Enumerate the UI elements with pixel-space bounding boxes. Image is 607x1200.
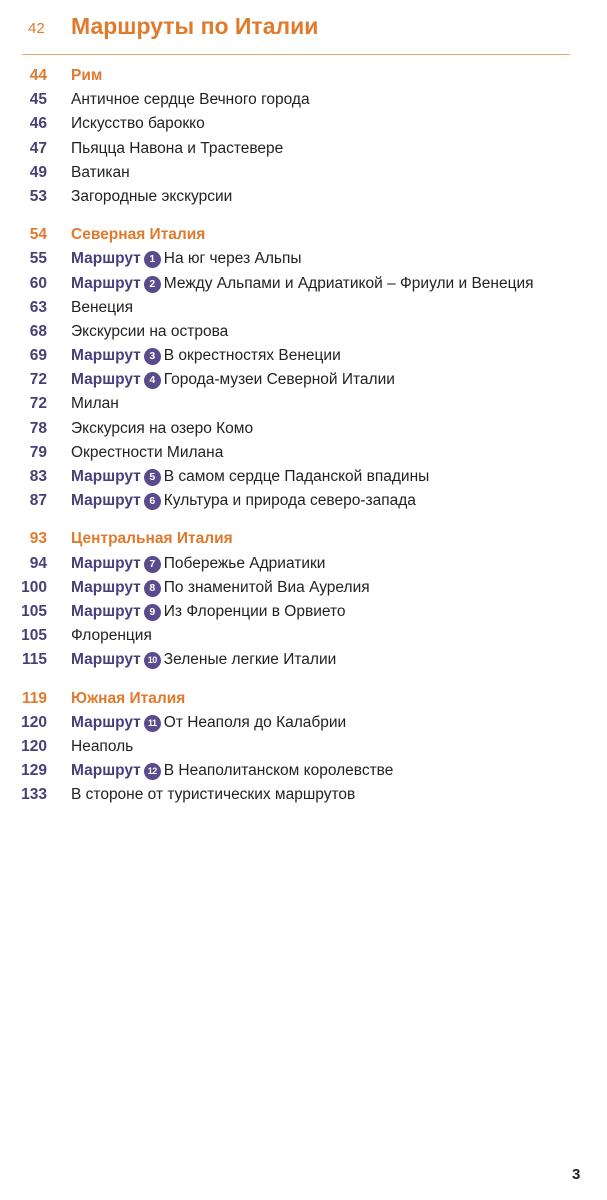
page-number: 3: [572, 1166, 581, 1183]
entry-text: [71, 417, 253, 441]
entry-text: [71, 88, 310, 112]
toc-section: [0, 687, 607, 808]
header-title: Маршруты по Италии: [71, 13, 319, 39]
entry-text: [71, 296, 133, 320]
route-label: Маршрут: [71, 713, 141, 731]
entry-title: В Неаполитанском королевстве: [163, 762, 394, 780]
entry-page-number: 72: [29, 395, 47, 413]
section-page-number: 54: [29, 226, 47, 244]
section-page-number: 93: [29, 530, 47, 548]
toc-entry: [0, 392, 607, 416]
entry-page-number: 87: [29, 492, 47, 510]
entry-title: Неаполь: [71, 737, 134, 755]
section-title: Центральная Италия: [71, 530, 233, 548]
entry-text: [71, 465, 429, 489]
entry-text: [71, 711, 346, 735]
entry-text: [71, 368, 395, 392]
entry-text: [71, 247, 302, 271]
entry-page-number: 68: [29, 322, 47, 340]
entry-text: [71, 489, 416, 513]
toc-entry: [0, 648, 607, 672]
entry-text: [71, 441, 223, 465]
toc-entry: [0, 783, 607, 807]
entry-page-number: 120: [21, 713, 47, 731]
route-number-badge: 1: [144, 251, 161, 268]
toc-entry: [0, 417, 607, 441]
entry-title: Пьяцца Навона и Трастевере: [71, 139, 284, 157]
section-title: Южная Италия: [71, 689, 186, 707]
section-heading: [0, 527, 607, 551]
entry-title: Венеция: [71, 298, 134, 316]
section-heading: [0, 223, 607, 247]
header-page-number: 42: [28, 20, 45, 37]
section-title: Рим: [71, 67, 103, 84]
entry-title: В стороне от туристических маршрутов: [71, 786, 356, 804]
entry-page-number: 105: [21, 602, 47, 620]
entry-text: [71, 320, 228, 344]
route-number-badge: 7: [144, 556, 161, 573]
entry-text: [71, 344, 341, 368]
route-label: Маршрут: [71, 651, 141, 669]
route-label: Маршрут: [71, 468, 141, 485]
entry-title: Между Альпами и Адриатикой – Фриули и Венеция: [163, 274, 534, 292]
entry-text: [71, 552, 325, 576]
entry-text: [71, 600, 346, 624]
route-number-badge: 6: [144, 493, 161, 510]
entry-title: По знаменитой Виа Аурелия: [163, 578, 370, 596]
toc-entry: [0, 161, 607, 185]
entry-title: Из Флоренции в Орвието: [163, 602, 346, 620]
route-label: Маршрут: [71, 762, 141, 780]
entry-page-number: 133: [21, 786, 47, 804]
toc-entry: [0, 576, 607, 600]
entry-page-number: 79: [29, 443, 47, 461]
entry-title: От Неаполя до Калабрии: [163, 713, 347, 731]
entry-text: [71, 759, 393, 783]
entry-page-number: 100: [21, 578, 47, 596]
route-label: Маршрут: [71, 602, 141, 620]
toc-section: [0, 223, 607, 513]
entry-title: Искусство барокко: [71, 115, 205, 133]
entry-title: Флоренция: [71, 627, 152, 645]
toc-entry: [0, 441, 607, 465]
entry-title: Города-музеи Северной Италии: [163, 371, 395, 389]
entry-text: [71, 648, 336, 672]
entry-page-number: 49: [29, 163, 47, 181]
route-label: Маршрут: [71, 371, 141, 389]
entry-title: На юг через Альпы: [163, 250, 302, 268]
route-number-badge: 10: [144, 652, 161, 669]
entry-page-number: 72: [29, 371, 47, 389]
route-label: Маршрут: [71, 347, 141, 365]
entry-title: Античное сердце Вечного города: [71, 91, 310, 109]
entry-page-number: 120: [21, 737, 47, 755]
entry-text: [71, 576, 370, 600]
section-page-number: 44: [29, 67, 47, 84]
toc-section: [0, 64, 607, 209]
entry-text: [71, 783, 355, 807]
toc-header: [0, 10, 607, 46]
entry-page-number: 105: [21, 627, 47, 645]
entry-text: [71, 735, 133, 759]
toc-entry: [0, 624, 607, 648]
toc-entry: [0, 368, 607, 392]
toc-entry: [0, 344, 607, 368]
entry-page-number: 63: [29, 298, 47, 316]
toc-entry: [0, 552, 607, 576]
entry-text: [71, 161, 130, 185]
toc-entry: [0, 185, 607, 209]
toc-entry: [0, 711, 607, 735]
entry-title: Окрестности Милана: [71, 443, 224, 461]
toc-entry: [0, 735, 607, 759]
toc-entry: [0, 489, 607, 513]
entry-page-number: 94: [29, 554, 47, 572]
toc-entry: [0, 137, 607, 161]
entry-page-number: 69: [29, 347, 47, 365]
entry-text: [71, 112, 205, 136]
entry-page-number: 45: [29, 91, 47, 109]
route-label: Маршрут: [71, 578, 141, 596]
entry-page-number: 47: [29, 139, 47, 157]
entry-title: Экскурсия на озеро Комо: [71, 419, 254, 437]
entry-title: В окрестностях Венеции: [163, 347, 341, 365]
entry-title: Побережье Адриатики: [163, 554, 326, 572]
toc-entry: [0, 88, 607, 112]
entry-page-number: 115: [21, 651, 47, 669]
route-number-badge: 5: [144, 469, 161, 486]
route-label: Маршрут: [71, 554, 141, 572]
route-number-badge: 4: [144, 372, 161, 389]
section-heading: [0, 687, 607, 711]
entry-title: Ватикан: [71, 163, 130, 181]
route-number-badge: 9: [144, 604, 161, 621]
entry-title: Зеленые легкие Италии: [163, 651, 337, 669]
table-of-contents: [0, 64, 607, 821]
toc-entry: [0, 465, 607, 489]
route-number-badge: 12: [144, 763, 161, 780]
toc-entry: [0, 272, 607, 296]
entry-text: [71, 392, 119, 416]
toc-section: [0, 527, 607, 672]
route-label: Маршрут: [71, 492, 141, 510]
entry-page-number: 78: [29, 419, 47, 437]
entry-title: Культура и природа северо-запада: [163, 492, 416, 510]
route-number-badge: 3: [144, 348, 161, 365]
entry-title: В самом сердце Паданской впадины: [163, 468, 430, 485]
route-label: Маршрут: [71, 274, 141, 292]
section-title: Северная Италия: [71, 226, 206, 244]
entry-text: [71, 137, 283, 161]
entry-title: Загородные экскурсии: [71, 187, 233, 205]
entry-page-number: 129: [21, 762, 47, 780]
entry-text: [71, 185, 232, 209]
entry-page-number: 60: [29, 274, 47, 292]
entry-page-number: 46: [29, 115, 47, 133]
route-label: Маршрут: [71, 250, 141, 268]
route-number-badge: 11: [144, 715, 161, 732]
section-heading: [0, 64, 607, 88]
entry-title: Милан: [71, 395, 119, 413]
entry-title: Экскурсии на острова: [71, 322, 229, 340]
toc-entry: [0, 600, 607, 624]
entry-page-number: 55: [29, 250, 47, 268]
toc-entry: [0, 112, 607, 136]
section-page-number: 119: [21, 689, 47, 707]
toc-entry: [0, 759, 607, 783]
route-number-badge: 2: [144, 276, 161, 293]
header-divider: [22, 54, 570, 55]
entry-page-number: 53: [29, 187, 47, 205]
toc-entry: [0, 247, 607, 271]
entry-text: [71, 272, 534, 296]
toc-entry: [0, 320, 607, 344]
toc-entry: [0, 296, 607, 320]
entry-page-number: 83: [29, 468, 47, 485]
entry-text: [71, 624, 152, 648]
route-number-badge: 8: [144, 580, 161, 597]
